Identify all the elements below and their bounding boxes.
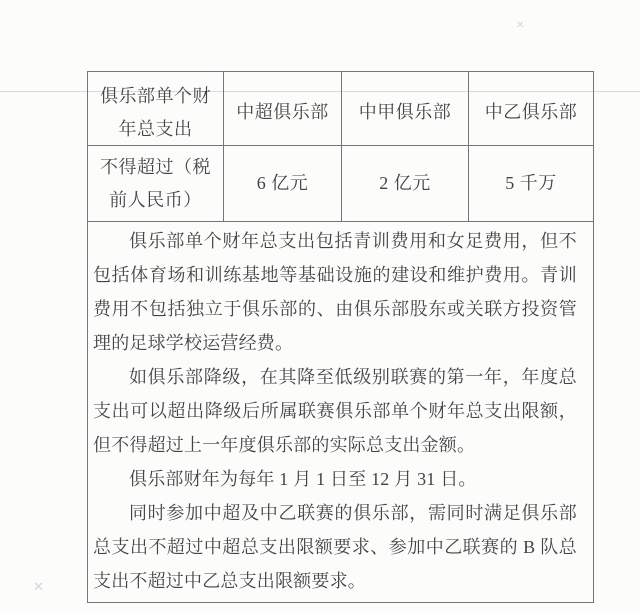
table-cell-row-label [88, 146, 224, 222]
table-cell-league-one-limit: 2 亿元 [342, 146, 469, 222]
row-label-line: 不得超过（税 [100, 156, 211, 177]
paragraph-line: 支出不超过中乙总支出限额要求。 [93, 571, 366, 591]
paragraph-line: 理的足球学校运营经费。 [93, 333, 294, 353]
paragraph-line: 费用不包括独立于俱乐部的、由俱乐部股东或关联方投资管 [93, 299, 577, 319]
table-cell-csl-header: 中超俱乐部 [224, 72, 342, 146]
paragraph-line: 支出可以超出降级后所属联赛俱乐部单个财年总支出限额， [93, 401, 577, 421]
table-cell-row-label [88, 72, 224, 146]
expenditure-limit-table [88, 72, 593, 222]
paragraph-line: 俱乐部单个财年总支出包括青训费用和女足费用，但不 [129, 231, 577, 251]
scan-artifact-mark: ✕ [33, 579, 44, 594]
table-cell-league-two-limit: 5 千万 [469, 146, 593, 222]
paragraph-line: 包括体育场和训练基地等基础设施的建设和维护费用。青训 [93, 265, 577, 285]
document-frame [87, 71, 594, 603]
paragraph-line: 如俱乐部降级，在其降至低级别联赛的第一年，年度总 [129, 367, 577, 387]
notes-section [88, 222, 593, 598]
row-label-line: 年总支出 [118, 118, 193, 139]
row-label-line: 前人民币） [109, 189, 202, 210]
table-cell-league-two-header: 中乙俱乐部 [469, 72, 593, 146]
table-cell-league-one-header: 中甲俱乐部 [342, 72, 469, 146]
paragraph-line: 但不得超过上一年度俱乐部的实际总支出金额。 [93, 435, 476, 455]
paragraph-line: 同时参加中超及中乙联赛的俱乐部，需同时满足俱乐部 [129, 503, 577, 523]
row-label-line: 俱乐部单个财 [100, 85, 211, 106]
paragraph-line: 俱乐部财年为每年 1 月 1 日至 12 月 31 日。 [129, 469, 477, 489]
scan-artifact-mark: ✕ [516, 20, 525, 31]
table-cell-csl-limit: 6 亿元 [224, 146, 342, 222]
paragraph-line: 总支出不超过中超总支出限额要求、参加中乙联赛的 B 队总 [93, 537, 577, 557]
